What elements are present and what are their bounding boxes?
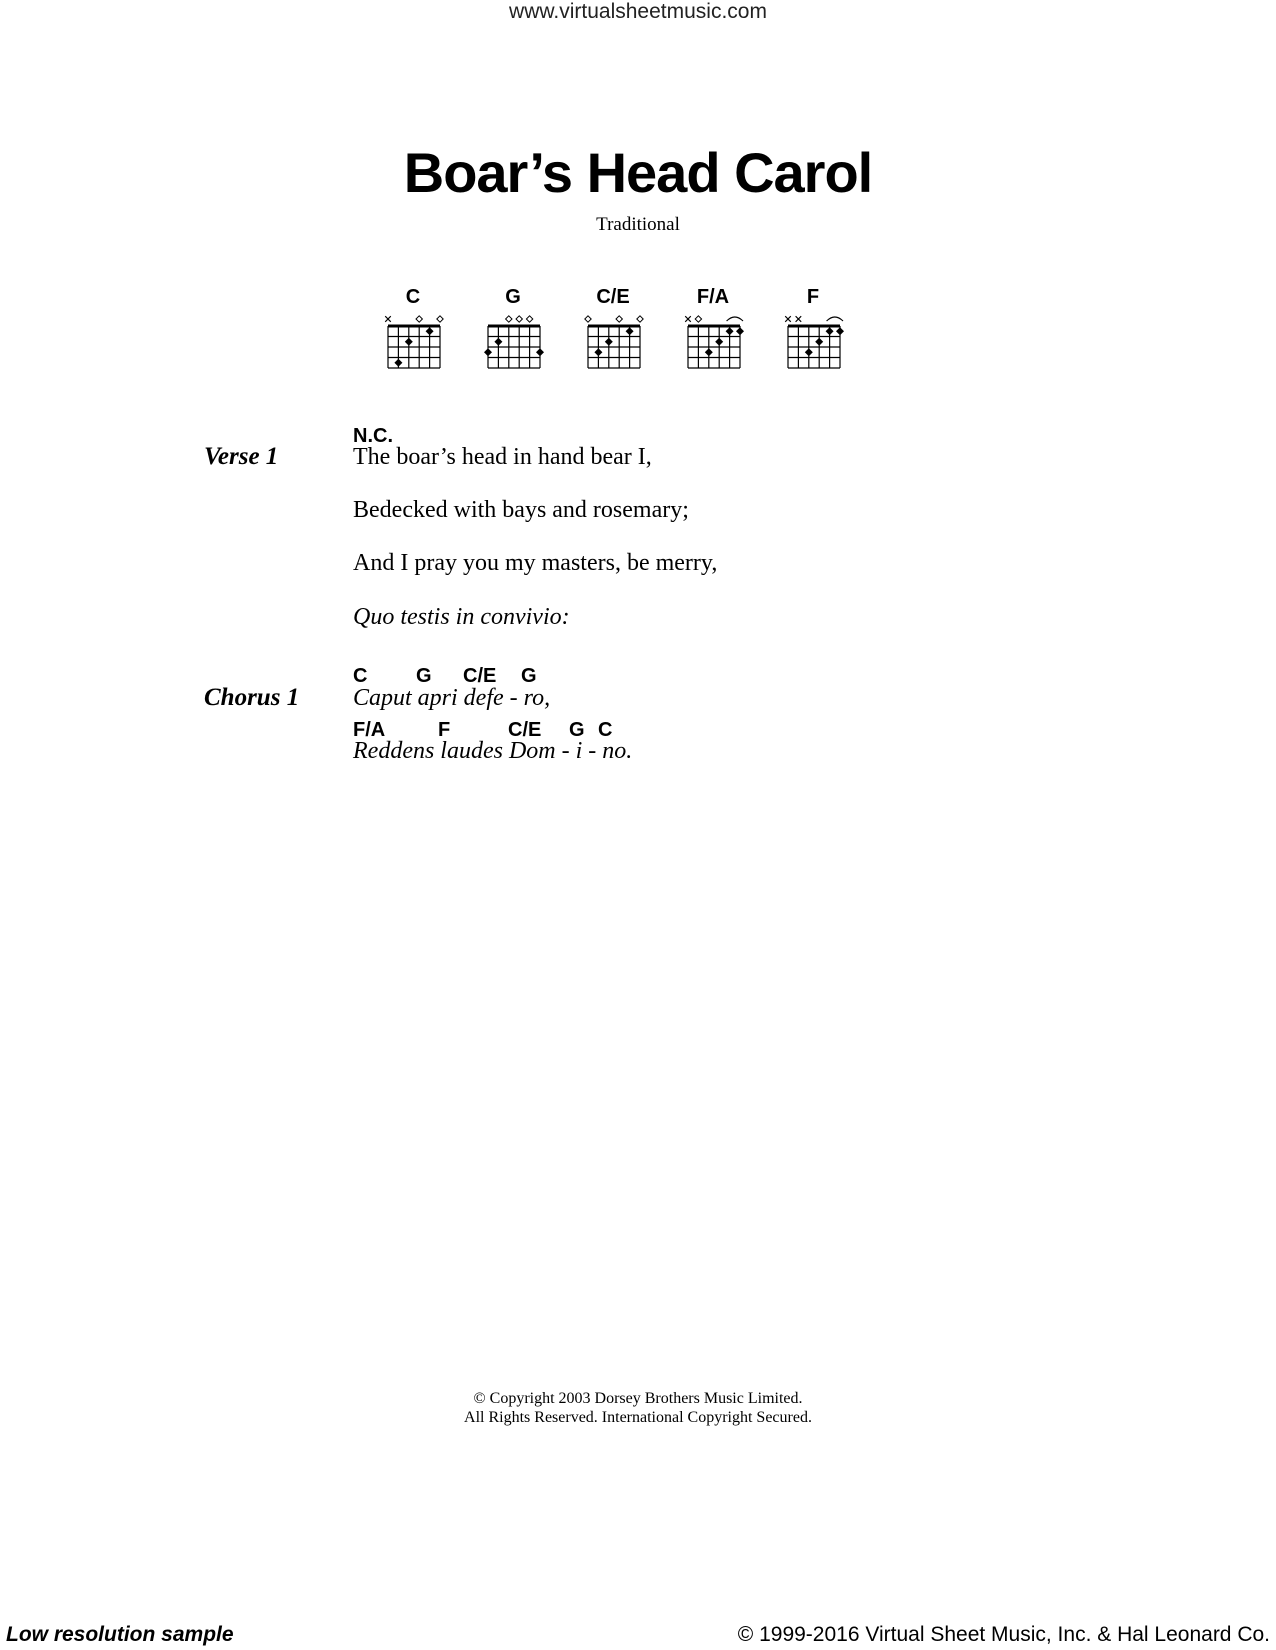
song-title: Boar’s Head Carol [403, 141, 873, 204]
composer-credit: Traditional [596, 214, 680, 235]
open-string-mark [637, 316, 643, 322]
open-string-mark [585, 316, 591, 322]
finger-dot [836, 327, 844, 335]
verse-1-label: Verse 1 [204, 443, 279, 470]
chord-diagram-name: C/E [596, 286, 630, 308]
no-chord-symbol: N.C. [353, 425, 393, 447]
chorus-chord: C/E [463, 665, 497, 687]
verse-1-line-4: Quo testis in convivio: [353, 604, 570, 630]
chorus-1-line-2: Reddens laudes Dom - i - no. [353, 738, 633, 764]
low-resolution-notice: Low resolution sample [6, 1623, 234, 1646]
finger-dot [536, 348, 544, 356]
chord-grid [778, 308, 848, 372]
open-string-mark [616, 316, 622, 322]
chorus-chord: C [353, 665, 368, 687]
copyright-line-1: © Copyright 2003 Dorsey Brothers Music Limited. [473, 1390, 803, 1407]
open-string-mark [506, 316, 512, 322]
chord-diagram-name: F [806, 286, 820, 308]
chord-diagram-name: G [505, 286, 521, 308]
finger-dot [426, 327, 434, 335]
site-url: www.virtualsheetmusic.com [509, 0, 767, 23]
finger-dot [405, 338, 413, 346]
chord-diagram-name: C [405, 286, 421, 308]
open-string-mark [416, 316, 422, 322]
open-string-mark [695, 316, 701, 322]
chorus-chord: C/E [508, 719, 542, 741]
chorus-chord: G [416, 665, 432, 687]
chorus-chord: G [569, 719, 585, 741]
finger-dot [726, 327, 734, 335]
finger-dot [484, 348, 492, 356]
finger-dot [494, 338, 502, 346]
footer-copyright: © 1999-2016 Virtual Sheet Music, Inc. & Hal Leonard Co. [737, 1623, 1270, 1646]
chord-grid [378, 308, 448, 372]
chord-grid [678, 308, 748, 372]
finger-dot [705, 348, 713, 356]
open-string-mark [526, 316, 532, 322]
verse-1-line-1: The boar’s head in hand bear I, [353, 444, 652, 470]
chord-grid [578, 308, 648, 372]
chorus-1-label: Chorus 1 [204, 684, 300, 711]
barre-arc [827, 317, 843, 321]
finger-dot [605, 338, 613, 346]
chord-grid [478, 308, 548, 372]
chorus-chord: G [521, 665, 537, 687]
chorus-1-line-1: Caput apri defe - ro, [353, 685, 551, 711]
finger-dot [394, 359, 402, 367]
chorus-chord: C [598, 719, 613, 741]
chorus-chord: F [438, 719, 451, 741]
finger-dot [826, 327, 834, 335]
finger-dot [626, 327, 634, 335]
copyright-line-2: All Rights Reserved. International Copyright Secured. [464, 1409, 812, 1426]
verse-1-line-2: Bedecked with bays and rosemary; [353, 497, 689, 523]
chord-diagram-name: F/A [696, 286, 730, 308]
finger-dot [594, 348, 602, 356]
finger-dot [736, 327, 744, 335]
finger-dot [715, 338, 723, 346]
finger-dot [805, 348, 813, 356]
open-string-mark [437, 316, 443, 322]
barre-arc [727, 317, 743, 321]
chorus-chord: F/A [353, 719, 386, 741]
finger-dot [815, 338, 823, 346]
open-string-mark [516, 316, 522, 322]
verse-1-line-3: And I pray you my masters, be merry, [353, 550, 718, 576]
